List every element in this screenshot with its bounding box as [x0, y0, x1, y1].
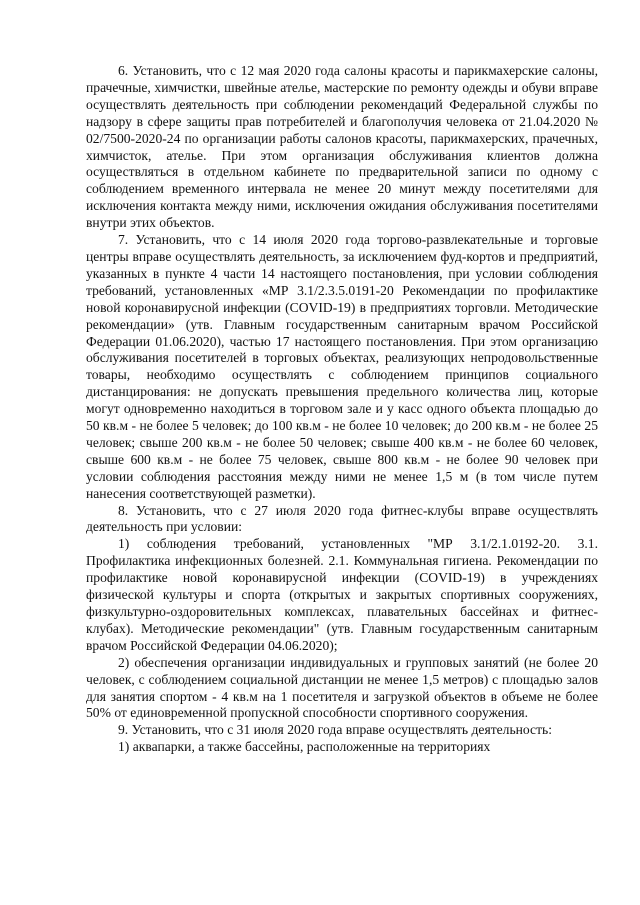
paragraph-9-item-1: 1) аквапарки, а также бассейны, расположенные на территориях	[118, 739, 491, 755]
paragraph-8-fitness-clubs: 8. Установить, что с 27 июля 2020 года фитнес-клубы вправе осуществлять деятельность при условии:	[86, 502, 598, 535]
paragraph-8-item-1: 1) соблюдения требований, установленных "МР 3.1/2.1.0192-20. 3.1. Профилактика инфекционных болезней. 2.1. Коммунальная гигиена. Рекомендации по профилактике новой коронавирусной инфекции (COVID-19) в учреждениях физической культуры и спорта (открытых и закрытых спортивных сооружениях, физкультурно-оздоровительных комплексах, плавательных бассейнах и фитнес-клубах). Методические рекомендации" (утв. Главным государственным санитарным врачом Российской Федерации 04.06.2020);	[86, 536, 598, 653]
paragraph-9-activity: 9. Установить, что с 31 июля 2020 года вправе осуществлять деятельность:	[118, 722, 553, 738]
paragraph-8-item-2: 2) обеспечения организации индивидуальных и групповых занятий (не более 20 человек, с соблюдением социальной дистанции не менее 1,5 метров) с площадью залов для занятия спортом - 4 кв.м на 1 посетителя и загрузкой объектов в объеме не более 50% от единовременной пропускной способности спортивного сооружения.	[86, 654, 598, 721]
document-page	[86, 63, 598, 756]
paragraph-6-salons: 6. Установить, что с 12 мая 2020 года салоны красоты и парикмахерские салоны, прачечные, химчистки, швейные ателье, мастерские по ремонту одежды и обуви вправе осуществлять деятельность при соблюдении рекомендаций Федеральной службы по надзору в сфере защиты прав потребителей и благополучия человека от 21.04.2020 № 02/7500-2020-24 по организации работы салонов красоты, парикмахерских, прачечных, химчисток, ателье. При этом организация обслуживания клиентов должна осуществляться в отдельном кабинете по предварительной записи по одному с соблюдением временного интервала не менее 20 минут между посетителями для исключения контакта между ними, исключения ожидания обслуживания посетителями внутри этих объектов.	[86, 63, 598, 231]
paragraph-7-shopping-centers: 7. Установить, что с 14 июля 2020 года торгово-развлекательные и торговые центры вправе осуществлять деятельность, за исключением фуд-кортов и предприятий, указанных в пункте 4 части 14 настоящего постановления, при условии соблюдения требований, установленных «МР 3.1/2.3.5.0191-20 Рекомендации по профилактике новой коронавирусной инфекции (COVID-19) в предприятиях торговли. Методические рекомендации» (утв. Главным государственным санитарным врачом Российской Федерации 01.06.2020), частью 17 настоящего постановления. При этом организацию обслуживания посетителей в торговых объектах, реализующих непродовольственные товары, необходимо осуществлять с соблюдением принципов социального дистанцирования: не допускать превышения предельного количества лиц, которые могут одновременно находиться в торговом зале и у касс одного объекта площадью до 50 кв.м - не более 5 человек; до 100 кв.м - не более 10 человек; до 200 кв.м - не более 25 человек; свыше 200 кв.м - не более 50 человек; свыше 400 кв.м - не более 60 человек, свыше 600 кв.м - не более 75 человек, свыше 800 кв.м - не более 90 человек при условии соблюдения расстояния между ними не менее 1,5 м (в том числе путем нанесения соответствующей разметки).	[86, 232, 598, 501]
